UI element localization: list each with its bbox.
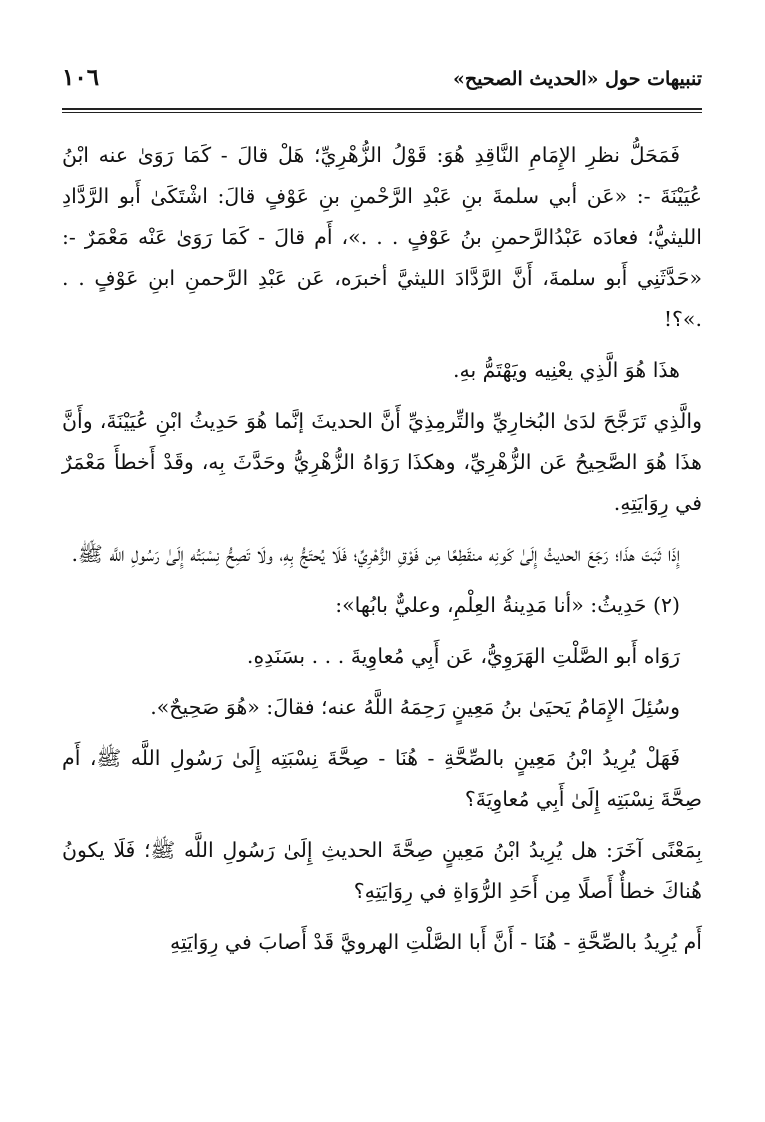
paragraph: فَمَحَلُّ نظرِ الإِمَامِ النَّاقِدِ هُوَ: قَوْلُ الزُّهْرِيِّ؛ هَلْ قالَ - كَمَا رَوَىٰ عنه ابْنُ عُيَيْنَةَ -: «عَن أبي سلمةَ بنِ عَبْدِ الرَّحْمنِ بنِ عَوْفٍ قالَ: اشْتَكَىٰ أَبو الرَّدَّادِ الليثيُّ؛ فعادَه عَبْدُالرَّحمنِ بنُ عَوْفٍ . . .»، أَم قالَ - كَمَا رَوَىٰ عَنْه مَعْمَرٌ -: «حَدَّثَنِي أَبو سلمةَ، أَنَّ الرَّدَّادَ الليثيَّ أخبرَه، عَن عَبْدِ الرَّحمنِ ابنِ عَوْفٍ . . .»؟! <box>62 143 702 331</box>
running-title: تنبيهات حول «الحديث الصحيح» <box>453 68 702 90</box>
paragraph: هذَا هُوَ الَّذِي يعْنِيه ويَهْتَمُّ بهِ. <box>452 358 680 382</box>
paragraph: فَهَلْ يُرِيدُ ابْنُ مَعِينٍ بالصِّحَّةِ - هُنَا - صِحَّةَ نِسْبَتِه إِلَىٰ رَسُولِ اللَّه ﷺ، أَم صِحَّةَ نِسْبَتِه إِلَىٰ أَبِي مُعاوِيَةَ؟ <box>62 746 702 811</box>
paragraph: رَوَاه أَبو الصَّلْتِ الهَرَوِيُّ، عَن أَبِي مُعاوِيةَ . . . بسَنَدِهِ. <box>246 644 680 668</box>
section-heading: (٢) حَدِيثُ: «أنا مَدِينةُ العِلْمِ، وعليٌّ بابُها»: <box>335 593 680 617</box>
header-rule <box>62 108 702 113</box>
page-body <box>62 135 702 963</box>
paragraph: والَّذِي تَرَجَّحَ لدَىٰ البُخارِيِّ والتِّرمِذِيِّ أَنَّ الحديثَ إنَّما هُوَ حَدِيثُ ابْنِ عُيَيْنَةَ، وأَنَّ هذَا هُوَ الصَّحِيحُ عَن الزُّهْرِيِّ، وهكذَا رَوَاهُ الزُّهْرِيُّ وحَدَّثَ بِه، وقَدْ أَخطأَ مَعْمَرٌ في رِوَايَتِهِ. <box>62 409 702 515</box>
paragraph: بِمَعْنًى آخَرَ: هل يُرِيدُ ابْنُ مَعِينٍ صِحَّةَ الحديثِ إِلَىٰ رَسُولِ اللَّه ﷺ؛ فَلَا يكونُ هُناكَ خطأٌ أَصلًا مِن أَحَدِ الرُّوَاةِ في رِوَايَتِهِ؟ <box>62 838 702 903</box>
page-header <box>62 64 702 102</box>
paragraph: أَم يُرِيدُ بالصِّحَّةِ - هُنَا - أَنَّ أَبا الصَّلْتِ الهرويَّ قَدْ أَصابَ في رِوَايَتِهِ <box>169 930 702 954</box>
page-number: ١٠٦ <box>62 64 100 91</box>
paragraph: إِذَا ثَبَتَ هذَا؛ رَجَعَ الحديثُ إِلَىٰ كَونِه منقَطِعًا مِن فَوْقِ الزُّهْرِيِّ؛ فَلَا يُحتَجُّ بِهِ، ولَا تَصِحُّ نِسْبَتُه إِلَىٰ رَسُولِ اللَّه ﷺ. <box>71 542 680 566</box>
book-page <box>62 64 702 973</box>
paragraph: وسُئِلَ الإِمَامُ يَحيَىٰ بنُ مَعِينٍ رَحِمَهُ اللَّهُ عنه؛ فقالَ: «هُوَ صَحِيحٌ». <box>150 695 680 719</box>
